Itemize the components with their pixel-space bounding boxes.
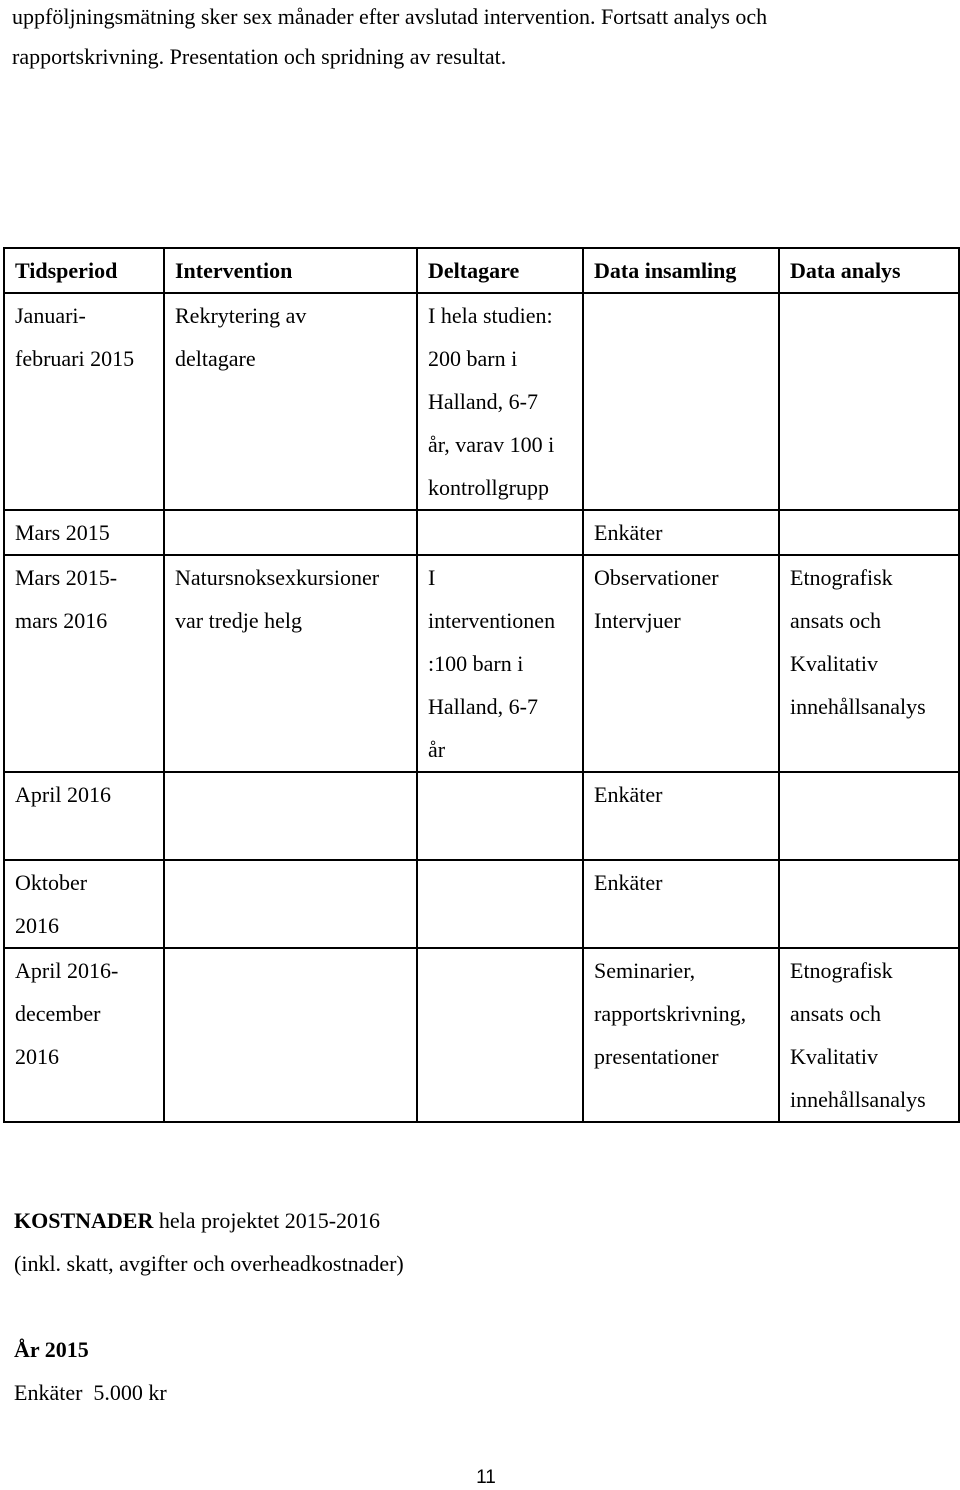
cell-line: rapportskrivning, xyxy=(594,1001,747,1026)
cell-line: 200 barn i xyxy=(428,346,518,371)
intro-line: uppföljningsmätning sker sex månader efter avslutad intervention. Fortsatt analys och xyxy=(12,4,768,29)
table-cell xyxy=(164,948,417,1122)
table-cell xyxy=(583,948,779,1122)
cell-line: I xyxy=(428,565,436,590)
cell-line: Seminarier, xyxy=(594,958,696,983)
table-cell xyxy=(164,293,417,510)
table-cell xyxy=(779,293,959,510)
cell-line: presentationer xyxy=(594,1044,719,1069)
cell-line: år, varav 100 i xyxy=(428,432,555,457)
table-cell xyxy=(779,772,959,860)
cell-line: ansats och xyxy=(790,1001,882,1026)
cell-line: var tredje helg xyxy=(175,608,303,633)
table-cell xyxy=(164,860,417,948)
year-section xyxy=(14,1328,167,1414)
table-cell xyxy=(583,510,779,555)
table-cell xyxy=(4,293,164,510)
cell-line: 2016 xyxy=(15,913,59,938)
cell-line: April 2016- xyxy=(15,958,119,983)
column-header: Data analys xyxy=(779,248,959,293)
table-cell xyxy=(164,510,417,555)
cell-line: Etnografisk xyxy=(790,565,893,590)
column-header: Intervention xyxy=(164,248,417,293)
costs-heading-rest: hela projektet 2015-2016 xyxy=(153,1208,381,1233)
table-row xyxy=(4,293,959,510)
table-cell xyxy=(417,555,583,772)
cell-line: Etnografisk xyxy=(790,958,893,983)
cell-line: ansats och xyxy=(790,608,882,633)
table-cell xyxy=(417,510,583,555)
cell-line: Enkäter xyxy=(594,520,663,545)
table-cell xyxy=(779,860,959,948)
costs-heading xyxy=(14,1199,404,1242)
cell-line: I hela studien: xyxy=(428,303,553,328)
cell-line: Januari- xyxy=(15,303,86,328)
table-cell xyxy=(417,860,583,948)
column-header: Data insamling xyxy=(583,248,779,293)
table-row xyxy=(4,555,959,772)
table-cell xyxy=(4,772,164,860)
cell-line: Enkäter xyxy=(594,870,663,895)
table-row xyxy=(4,772,959,860)
cell-line: Mars 2015- xyxy=(15,565,118,590)
year-cost-line: Enkäter 5.000 kr xyxy=(14,1380,167,1405)
cell-line: Natursnoksexkursioner xyxy=(175,565,380,590)
cell-line: år xyxy=(428,737,446,762)
cell-line: innehållsanalys xyxy=(790,694,926,719)
table-cell xyxy=(417,293,583,510)
cell-line xyxy=(15,816,153,859)
cell-line: interventionen xyxy=(428,608,556,633)
table-cell xyxy=(4,555,164,772)
intro-line: rapportskrivning. Presentation och spridning av resultat. xyxy=(12,44,507,69)
table-row xyxy=(4,510,959,555)
table-cell xyxy=(779,555,959,772)
cell-line: Observationer xyxy=(594,565,719,590)
table-cell xyxy=(417,948,583,1122)
cell-line: Rekrytering av xyxy=(175,303,307,328)
intro-paragraph xyxy=(12,0,952,77)
cell-line: Mars 2015 xyxy=(15,520,110,545)
table-cell xyxy=(4,510,164,555)
year-title: År 2015 xyxy=(14,1337,89,1362)
cell-line: Halland, 6-7 xyxy=(428,694,538,719)
cell-line: februari 2015 xyxy=(15,346,135,371)
table-cell xyxy=(417,772,583,860)
table-row xyxy=(4,860,959,948)
table-header-row xyxy=(4,248,959,293)
cell-line: Intervjuer xyxy=(594,608,681,633)
cell-line: innehållsanalys xyxy=(790,1087,926,1112)
cell-line: April 2016 xyxy=(15,782,111,807)
cell-line: :100 barn i xyxy=(428,651,524,676)
table-row xyxy=(4,948,959,1122)
cell-line: Enkäter xyxy=(594,782,663,807)
column-header: Tidsperiod xyxy=(4,248,164,293)
table-cell xyxy=(164,555,417,772)
page-number: 11 xyxy=(476,1467,496,1488)
cell-line: december xyxy=(15,1001,101,1026)
column-header: Deltagare xyxy=(417,248,583,293)
costs-subline: (inkl. skatt, avgifter och overheadkostnader) xyxy=(14,1251,404,1276)
cell-line: Oktober xyxy=(15,870,88,895)
cell-line: kontrollgrupp xyxy=(428,475,549,500)
table-cell xyxy=(164,772,417,860)
table-cell xyxy=(583,772,779,860)
cell-line: deltagare xyxy=(175,346,256,371)
cell-line: 2016 xyxy=(15,1044,59,1069)
table-cell xyxy=(779,510,959,555)
cell-line: Kvalitativ xyxy=(790,651,878,676)
table-cell xyxy=(583,555,779,772)
table-body xyxy=(4,293,959,1122)
schedule-table xyxy=(3,247,960,1123)
table-cell xyxy=(4,948,164,1122)
costs-section xyxy=(14,1199,404,1285)
table-cell xyxy=(583,293,779,510)
table-cell xyxy=(583,860,779,948)
cell-line: Halland, 6-7 xyxy=(428,389,538,414)
costs-heading-bold: KOSTNADER xyxy=(14,1208,154,1233)
cell-line: Kvalitativ xyxy=(790,1044,878,1069)
table-cell xyxy=(4,860,164,948)
table-cell xyxy=(779,948,959,1122)
cell-line: mars 2016 xyxy=(15,608,108,633)
